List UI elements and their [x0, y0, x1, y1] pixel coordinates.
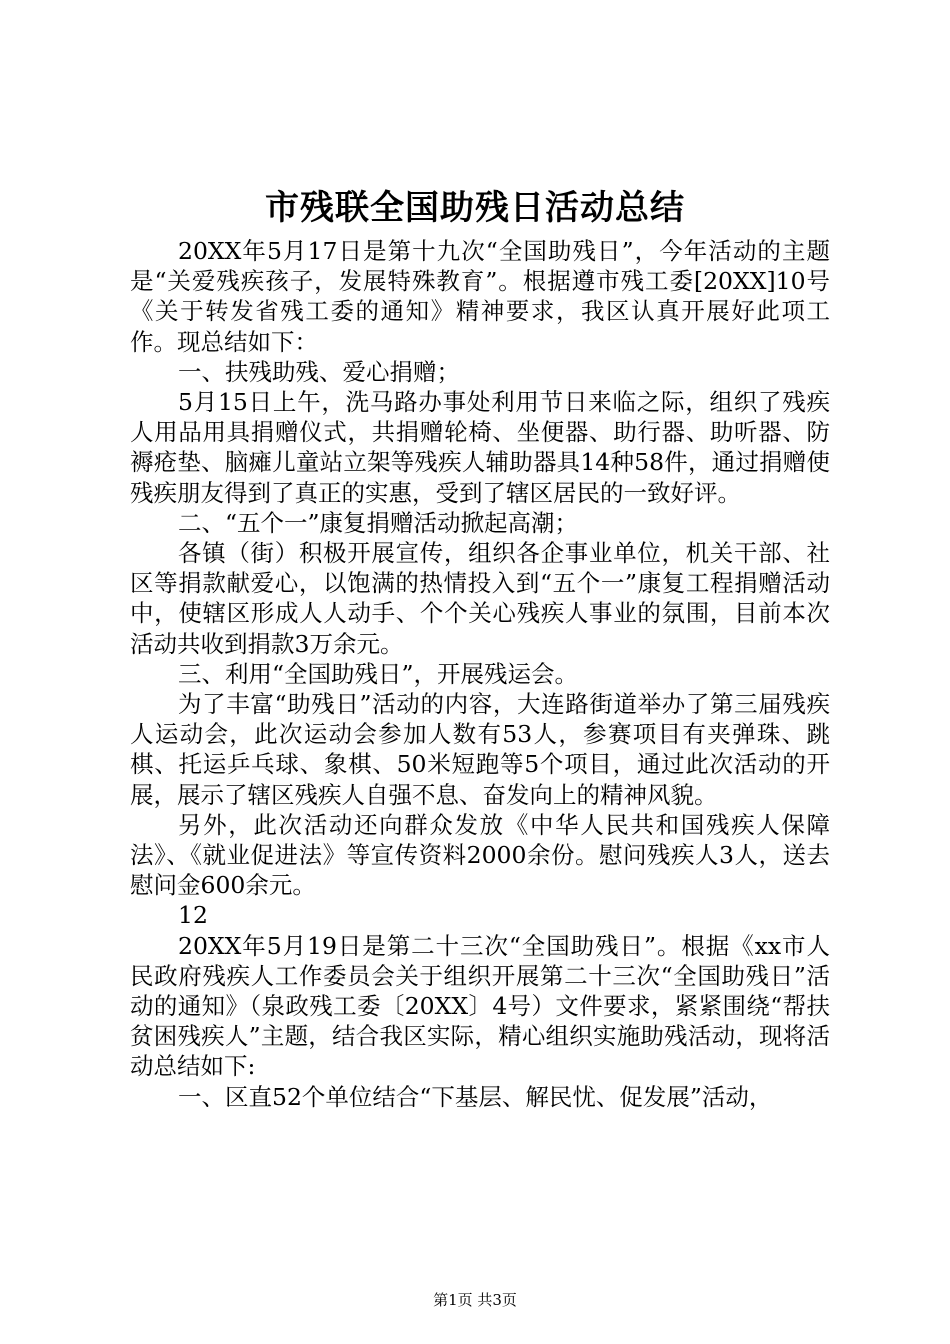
paragraph-donation: 5月15日上午，洗马路办事处利用节日来临之际，组织了残疾人用品用具捐赠仪式，共捐赠轮椅、坐便器、助行器、助听器、防褥疮垫、脑瘫儿童站立架等残疾人辅助器具14种58件，通过捐赠使残疾朋友得到了真正的实惠，受到了辖区居民的一致好评。: [130, 388, 830, 507]
paragraph-second-summary: 20XX年5月19日是第二十三次“全国助残日”。根据《xx市人民政府残疾人工作委员会关于组织开展第二十三次“全国助残日”活动的通知》（泉政残工委〔20XX〕4号）文件要求，紧紧围绕“帮扶贫困残疾人”主题，结合我区实际，精心组织实施助残活动，现将活动总结如下:: [130, 931, 830, 1081]
paragraph-additional: 另外，此次活动还向群众发放《中华人民共和国残疾人保障法》、《就业促进法》等宣传资料2000余份。慰问残疾人3人，送去慰问金600余元。: [130, 810, 830, 900]
section-heading-3: 三、利用“全国助残日”，开展残运会。: [178, 659, 579, 688]
section-heading-2: 二、“五个一”康复捐赠活动掀起高潮；: [178, 508, 579, 537]
paragraph-intro: 20XX年5月17日是第十九次“全国助残日”，今年活动的主题是“关爱残疾孩子，发展特殊教育”。根据遵市残工委[20XX]10号《关于转发省残工委的通知》精神要求，我区认真开展好此项工作。现总结如下：: [130, 237, 830, 356]
paragraph-rehab-donation: 各镇（街）积极开展宣传，组织各企事业单位，机关干部、社区等捐款献爱心，以饱满的热情投入到“五个一”康复工程捐赠活动中，使辖区形成人人动手、个个关心残疾人事业的氛围，目前本次活动共收到捐款3万余元。: [130, 539, 830, 658]
document-body: [130, 236, 830, 1112]
page-footer: 第1页 共3页: [433, 1291, 517, 1309]
document-title: 市残联全国助残日活动总结: [265, 188, 685, 228]
paragraph-sports-meet: 为了丰富“助残日”活动的内容，大连路街道举办了第三届残疾人运动会，此次运动会参加人数有53人，参赛项目有夹弹珠、跳棋、托运乒乓球、象棋、50米短跑等5个项目，通过此次活动的开展，展示了辖区残疾人自强不息、奋发向上的精神风貌。: [130, 690, 830, 809]
section-heading-4: 一、区直52个单位结合“下基层、解民忧、促发展”活动，: [178, 1082, 773, 1111]
section-heading-1: 一、扶残助残、爱心捐赠；: [178, 357, 460, 386]
paragraph-number: 12: [178, 901, 208, 930]
